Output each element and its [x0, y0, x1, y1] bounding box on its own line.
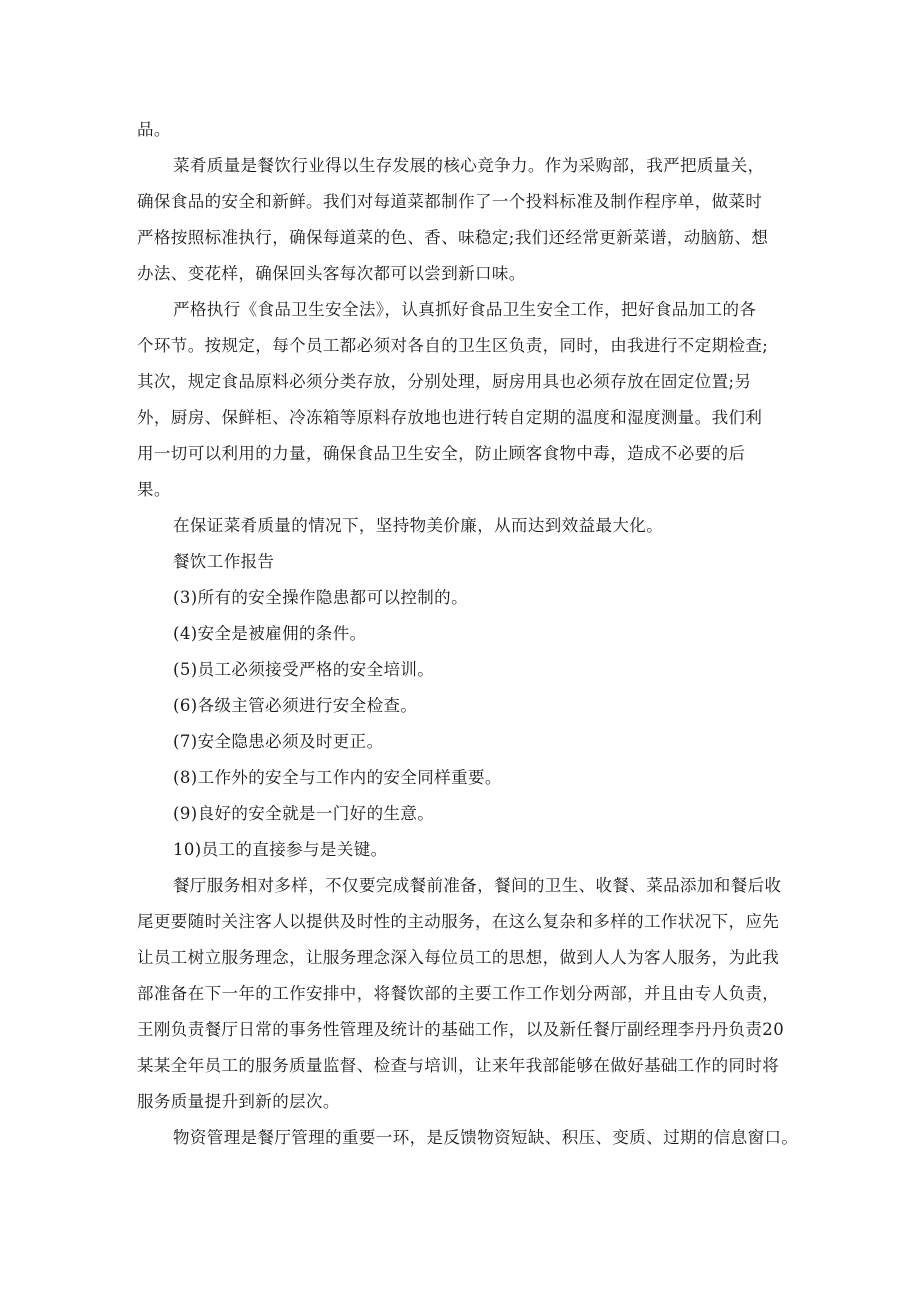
text-line: 用一切可以利用的力量，确保食品卫生安全，防止顾客食物中毒，造成不必要的后	[137, 444, 746, 463]
text-line: 品。	[137, 120, 171, 139]
text-line: 物资管理是餐厅管理的重要一环，是反馈物资短缺、积压、变质、过期的信息窗口。	[173, 1128, 799, 1147]
text-line: 部准备在下一年的工作安排中，将餐饮部的主要工作工作划分两部，并且由专人负责，	[137, 984, 780, 1003]
text-line: (4)安全是被雇佣的条件。	[173, 624, 367, 643]
text-line: 餐厅服务相对多样，不仅要完成餐前准备，餐间的卫生、收餐、菜品添加和餐后收	[173, 876, 782, 895]
text-line: 果。	[137, 480, 171, 499]
text-line: 服务质量提升到新的层次。	[137, 1092, 340, 1111]
text-line: 严格执行《食品卫生安全法》，认真抓好食品卫生安全工作，把好食品加工的各	[173, 300, 757, 319]
text-line: 其次，规定食品原料必须分类存放，分别处理，厨房用具也必须存放在固定位置;另	[137, 372, 752, 391]
text-line: (9)良好的安全就是一门好的生意。	[173, 804, 435, 823]
text-line: 王刚负责餐厅日常的事务性管理及统计的基础工作，以及新任餐厅副经理李丹丹负责20	[137, 1020, 785, 1039]
text-line: (7)安全隐患必须及时更正。	[173, 732, 384, 751]
text-line: 10)员工的直接参与是关键。	[173, 840, 388, 859]
text-line: 外，厨房、保鲜柜、冷冻箱等原料存放地也进行转自定期的温度和湿度测量。我们利	[137, 408, 763, 427]
text-line: 尾更要随时关注客人以提供及时性的主动服务，在这么复杂和多样的工作状况下，应先	[137, 912, 780, 931]
text-line: (8)工作外的安全与工作内的安全同样重要。	[173, 768, 502, 787]
text-line: 严格按照标准执行，确保每道菜的色、香、味稳定;我们还经常更新菜谱，动脑筋、想	[137, 228, 769, 247]
text-line: 在保证菜肴质量的情况下，坚持物美价廉，从而达到效益最大化。	[173, 516, 664, 535]
text-line: 让员工树立服务理念，让服务理念深入每位员工的思想，做到人人为客人服务，为此我	[137, 948, 780, 967]
text-line: 餐饮工作报告	[173, 552, 275, 571]
text-line: (5)员工必须接受严格的安全培训。	[173, 660, 435, 679]
text-line: (3)所有的安全操作隐患都可以控制的。	[173, 588, 468, 607]
text-line: 确保食品的安全和新鲜。我们对每道菜都制作了一个投料标准及制作程序单，做菜时	[137, 192, 763, 211]
text-line: 办法、变花样，确保回头客每次都可以尝到新口味。	[137, 264, 526, 283]
text-line: (6)各级主管必须进行安全检查。	[173, 696, 418, 715]
text-line: 个环节。按规定，每个员工都必须对各自的卫生区负责，同时，由我进行不定期检查;	[137, 336, 769, 355]
text-line: 某某全年员工的服务质量监督、检查与培训，让来年我部能够在做好基础工作的同时将	[137, 1056, 780, 1075]
text-line: 菜肴质量是餐饮行业得以生存发展的核心竞争力。作为采购部，我严把质量关，	[173, 156, 765, 175]
document-body	[137, 112, 797, 1156]
